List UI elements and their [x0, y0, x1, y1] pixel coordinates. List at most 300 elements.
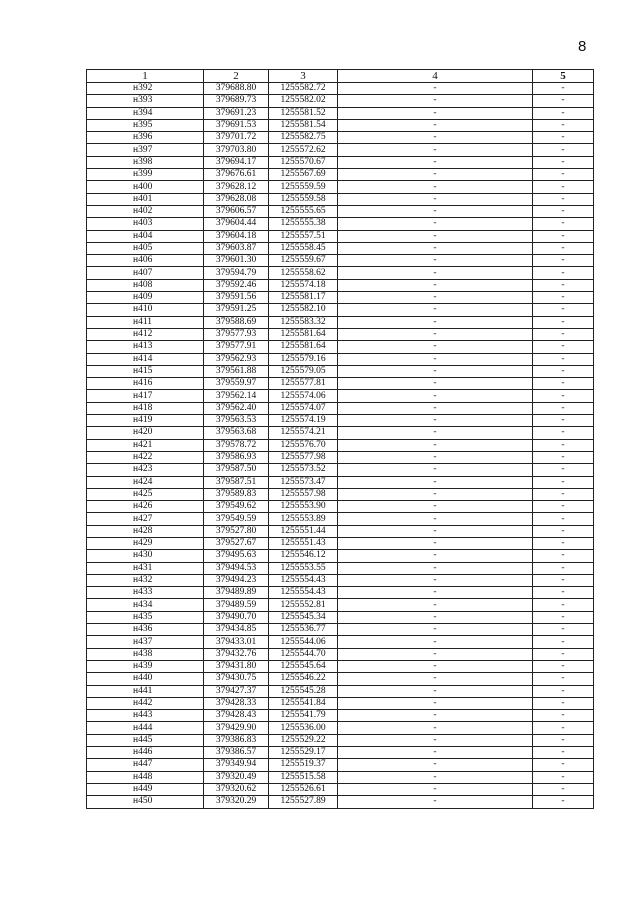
table-cell: - [338, 685, 533, 697]
table-cell: н400 [87, 181, 204, 193]
table-row [87, 328, 594, 340]
table-cell: - [533, 599, 594, 611]
table-cell: 1255555.65 [269, 205, 338, 217]
table-cell: 379386.57 [204, 747, 269, 759]
table-cell: - [533, 267, 594, 279]
table-row [87, 316, 594, 328]
table-cell: н393 [87, 95, 204, 107]
table-cell: 1255579.05 [269, 365, 338, 377]
table-row [87, 402, 594, 414]
table-cell: 1255554.43 [269, 587, 338, 599]
table-cell: - [533, 415, 594, 427]
table-row [87, 144, 594, 156]
table-cell: - [338, 341, 533, 353]
table-cell: - [338, 316, 533, 328]
table-row [87, 636, 594, 648]
table-cell: 1255577.98 [269, 451, 338, 463]
table-cell: 1255577.81 [269, 378, 338, 390]
table-cell: - [338, 439, 533, 451]
table-cell: 379594.79 [204, 267, 269, 279]
table-cell: - [338, 734, 533, 746]
column-header-2: 2 [204, 70, 269, 83]
table-cell: 1255541.84 [269, 697, 338, 709]
table-cell: - [338, 365, 533, 377]
table-row [87, 119, 594, 131]
table-row [87, 783, 594, 795]
table-cell: 379587.50 [204, 464, 269, 476]
table-cell: - [338, 599, 533, 611]
table-cell: 1255541.79 [269, 710, 338, 722]
table-cell: 1255546.22 [269, 673, 338, 685]
table-cell: - [533, 341, 594, 353]
table-cell: - [533, 513, 594, 525]
table-cell: 379578.72 [204, 439, 269, 451]
table-cell: - [338, 562, 533, 574]
table-cell: н450 [87, 796, 204, 808]
table-cell: 1255546.12 [269, 550, 338, 562]
table-cell: - [533, 611, 594, 623]
table-cell: - [338, 242, 533, 254]
table-cell: - [533, 476, 594, 488]
table-cell: 1255559.67 [269, 255, 338, 267]
table-cell: н417 [87, 390, 204, 402]
table-cell: 379701.72 [204, 132, 269, 144]
table-cell: - [338, 759, 533, 771]
table-cell: - [533, 132, 594, 144]
table-cell: 379490.70 [204, 611, 269, 623]
table-cell: 379433.01 [204, 636, 269, 648]
table-cell: н401 [87, 193, 204, 205]
table-cell: н444 [87, 722, 204, 734]
table-cell: - [533, 144, 594, 156]
table-row [87, 132, 594, 144]
table-row [87, 710, 594, 722]
table-cell: н415 [87, 365, 204, 377]
table-cell: - [338, 427, 533, 439]
table-cell: - [533, 562, 594, 574]
table-cell: - [533, 710, 594, 722]
table-cell: н414 [87, 353, 204, 365]
table-cell: н418 [87, 402, 204, 414]
table-row [87, 230, 594, 242]
table-cell: - [533, 205, 594, 217]
table-row [87, 205, 594, 217]
table-cell: - [338, 328, 533, 340]
table-row [87, 451, 594, 463]
table-row [87, 292, 594, 304]
table-row [87, 353, 594, 365]
coordinates-table [86, 69, 594, 809]
table-cell: 379431.80 [204, 660, 269, 672]
table-cell: 1255582.72 [269, 83, 338, 95]
table-row [87, 747, 594, 759]
table-cell: 1255581.52 [269, 107, 338, 119]
table-row [87, 759, 594, 771]
table-row [87, 574, 594, 586]
table-cell: 1255553.89 [269, 513, 338, 525]
table-cell: 1255574.07 [269, 402, 338, 414]
table-cell: 1255557.98 [269, 488, 338, 500]
table-cell: 379703.80 [204, 144, 269, 156]
table-cell: 379563.53 [204, 415, 269, 427]
table-cell: - [533, 279, 594, 291]
table-cell: 1255572.62 [269, 144, 338, 156]
table-cell: 379694.17 [204, 156, 269, 168]
table-cell: 379604.18 [204, 230, 269, 242]
table-cell: - [338, 205, 533, 217]
table-cell: - [533, 734, 594, 746]
table-cell: 379628.12 [204, 181, 269, 193]
table-cell: 379691.53 [204, 119, 269, 131]
table-cell: - [533, 292, 594, 304]
table-cell: - [338, 267, 533, 279]
table-cell: - [533, 193, 594, 205]
table-cell: - [533, 316, 594, 328]
table-cell: н443 [87, 710, 204, 722]
table-cell: н398 [87, 156, 204, 168]
table-cell: н426 [87, 501, 204, 513]
table-row [87, 439, 594, 451]
table-row [87, 169, 594, 181]
table-cell: 379561.88 [204, 365, 269, 377]
table-cell: 1255583.32 [269, 316, 338, 328]
table-cell: 1255545.64 [269, 660, 338, 672]
table-cell: - [338, 673, 533, 685]
table-row [87, 304, 594, 316]
table-cell: 379428.33 [204, 697, 269, 709]
table-row [87, 242, 594, 254]
table-cell: - [533, 796, 594, 808]
table-row [87, 341, 594, 353]
table-cell: 379688.80 [204, 83, 269, 95]
table-cell: - [338, 636, 533, 648]
table-cell: 1255574.06 [269, 390, 338, 402]
column-header-5: 5 [533, 70, 594, 83]
table-cell: 379494.23 [204, 574, 269, 586]
table-cell: н441 [87, 685, 204, 697]
table-cell: н435 [87, 611, 204, 623]
table-cell: - [338, 476, 533, 488]
table-row [87, 796, 594, 808]
table-cell: 379428.43 [204, 710, 269, 722]
table-cell: 379589.83 [204, 488, 269, 500]
table-cell: 1255545.34 [269, 611, 338, 623]
table-cell: 1255557.51 [269, 230, 338, 242]
table-cell: н406 [87, 255, 204, 267]
table-cell: 379427.37 [204, 685, 269, 697]
table-cell: н395 [87, 119, 204, 131]
table-cell: - [533, 156, 594, 168]
table-cell: - [533, 427, 594, 439]
table-cell: н410 [87, 304, 204, 316]
table-row [87, 697, 594, 709]
table-cell: н437 [87, 636, 204, 648]
table-cell: - [338, 169, 533, 181]
table-cell: н425 [87, 488, 204, 500]
table-cell: - [533, 328, 594, 340]
table-cell: н449 [87, 783, 204, 795]
table-row [87, 685, 594, 697]
table-cell: 1255544.70 [269, 648, 338, 660]
table-row [87, 95, 594, 107]
table-row [87, 255, 594, 267]
table-cell: - [338, 119, 533, 131]
table-cell: - [338, 783, 533, 795]
table-cell: 379689.73 [204, 95, 269, 107]
table-row [87, 464, 594, 476]
table-cell: 379591.56 [204, 292, 269, 304]
table-cell: - [533, 230, 594, 242]
table-cell: - [533, 501, 594, 513]
table-cell: - [533, 464, 594, 476]
table-cell: н448 [87, 771, 204, 783]
table-row [87, 587, 594, 599]
table-cell: н442 [87, 697, 204, 709]
table-cell: - [533, 304, 594, 316]
table-cell: - [533, 759, 594, 771]
table-cell: н432 [87, 574, 204, 586]
table-cell: - [338, 513, 533, 525]
table-cell: н440 [87, 673, 204, 685]
table-cell: - [338, 710, 533, 722]
table-cell: н409 [87, 292, 204, 304]
table-cell: 379591.25 [204, 304, 269, 316]
table-cell: 379586.93 [204, 451, 269, 463]
table-cell: - [533, 660, 594, 672]
table-cell: 1255581.17 [269, 292, 338, 304]
table-cell: 379432.76 [204, 648, 269, 660]
table-cell: н419 [87, 415, 204, 427]
table-cell: - [338, 390, 533, 402]
table-row [87, 648, 594, 660]
table-cell: 379691.23 [204, 107, 269, 119]
table-cell: - [338, 132, 533, 144]
table-cell: 1255519.37 [269, 759, 338, 771]
table-cell: н434 [87, 599, 204, 611]
table-cell: - [338, 95, 533, 107]
table-cell: 1255574.19 [269, 415, 338, 427]
table-cell: - [338, 796, 533, 808]
table-cell: 1255551.44 [269, 525, 338, 537]
table-cell: 1255529.17 [269, 747, 338, 759]
table-cell: 1255526.61 [269, 783, 338, 795]
table-row [87, 673, 594, 685]
table-cell: - [533, 722, 594, 734]
table-cell: - [338, 378, 533, 390]
table-cell: 379489.59 [204, 599, 269, 611]
table-cell: 1255582.75 [269, 132, 338, 144]
table-cell: - [533, 169, 594, 181]
table-cell: - [338, 624, 533, 636]
table-cell: - [533, 181, 594, 193]
table-cell: н436 [87, 624, 204, 636]
table-cell: - [338, 574, 533, 586]
table-cell: - [338, 464, 533, 476]
table-cell: - [338, 230, 533, 242]
table-cell: 1255559.58 [269, 193, 338, 205]
table-cell: - [533, 685, 594, 697]
table-row [87, 476, 594, 488]
table-cell: 379628.08 [204, 193, 269, 205]
table-cell: н433 [87, 587, 204, 599]
table-cell: 1255552.81 [269, 599, 338, 611]
table-cell: 379601.30 [204, 255, 269, 267]
table-cell: 379592.46 [204, 279, 269, 291]
table-cell: - [533, 390, 594, 402]
table-cell: - [533, 624, 594, 636]
table-cell: 379320.62 [204, 783, 269, 795]
table-cell: 1255515.58 [269, 771, 338, 783]
table-cell: - [338, 218, 533, 230]
table-cell: - [338, 402, 533, 414]
table-cell: 1255558.45 [269, 242, 338, 254]
table-cell: 379562.40 [204, 402, 269, 414]
table-cell: 379494.53 [204, 562, 269, 574]
table-cell: 379562.93 [204, 353, 269, 365]
table-row [87, 550, 594, 562]
column-header-4: 4 [338, 70, 533, 83]
table-cell: - [338, 451, 533, 463]
table-cell: - [533, 353, 594, 365]
table-cell: н396 [87, 132, 204, 144]
table-cell: - [338, 353, 533, 365]
table-cell: н402 [87, 205, 204, 217]
table-cell: 1255527.89 [269, 796, 338, 808]
table-row [87, 501, 594, 513]
table-cell: 1255582.10 [269, 304, 338, 316]
table-row [87, 525, 594, 537]
table-cell: н404 [87, 230, 204, 242]
table-cell: - [338, 537, 533, 549]
table-row [87, 279, 594, 291]
table-cell: 1255544.06 [269, 636, 338, 648]
table-cell: - [533, 574, 594, 586]
table-cell: 379320.49 [204, 771, 269, 783]
table-cell: 1255581.54 [269, 119, 338, 131]
table-row [87, 513, 594, 525]
table-cell: 379676.61 [204, 169, 269, 181]
table-cell: - [533, 537, 594, 549]
column-header-3: 3 [269, 70, 338, 83]
table-cell: - [338, 292, 533, 304]
table-cell: н439 [87, 660, 204, 672]
table-cell: - [338, 648, 533, 660]
table-cell: 379320.29 [204, 796, 269, 808]
table-row [87, 734, 594, 746]
table-cell: - [533, 378, 594, 390]
table-row [87, 156, 594, 168]
table-cell: - [533, 525, 594, 537]
table-cell: - [533, 771, 594, 783]
table-cell: 1255576.70 [269, 439, 338, 451]
table-cell: 379386.83 [204, 734, 269, 746]
table-cell: н411 [87, 316, 204, 328]
table-row [87, 771, 594, 783]
table-cell: 1255551.43 [269, 537, 338, 549]
table-cell: н407 [87, 267, 204, 279]
table-cell: 1255536.00 [269, 722, 338, 734]
table-cell: 1255573.52 [269, 464, 338, 476]
table-cell: - [533, 550, 594, 562]
table-row [87, 107, 594, 119]
page-number: 8 [578, 38, 587, 55]
column-header-1: 1 [87, 70, 204, 83]
table-cell: - [533, 673, 594, 685]
table-cell: - [533, 636, 594, 648]
table-cell: 1255555.38 [269, 218, 338, 230]
table-cell: н423 [87, 464, 204, 476]
table-cell: 379527.80 [204, 525, 269, 537]
table-cell: - [338, 488, 533, 500]
table-cell: 379604.44 [204, 218, 269, 230]
table-cell: н399 [87, 169, 204, 181]
table-cell: 379527.67 [204, 537, 269, 549]
table-cell: - [338, 304, 533, 316]
table-body [87, 83, 594, 809]
table-cell: 379606.57 [204, 205, 269, 217]
table-cell: н394 [87, 107, 204, 119]
table-row [87, 390, 594, 402]
table-cell: - [338, 279, 533, 291]
table-cell: 379577.93 [204, 328, 269, 340]
table-cell: - [533, 119, 594, 131]
table-cell: - [338, 587, 533, 599]
table-cell: - [533, 783, 594, 795]
table-row [87, 537, 594, 549]
table-cell: - [338, 181, 533, 193]
table-cell: - [533, 218, 594, 230]
table-cell: н422 [87, 451, 204, 463]
table-cell: 1255558.62 [269, 267, 338, 279]
table-cell: 379349.94 [204, 759, 269, 771]
table-cell: 379603.87 [204, 242, 269, 254]
table-cell: - [533, 107, 594, 119]
table-row [87, 611, 594, 623]
table-cell: н424 [87, 476, 204, 488]
table-row [87, 427, 594, 439]
table-cell: - [533, 83, 594, 95]
table-cell: - [533, 255, 594, 267]
table-cell: н421 [87, 439, 204, 451]
table-cell: н405 [87, 242, 204, 254]
table-row [87, 181, 594, 193]
table-cell: - [533, 365, 594, 377]
table-cell: 379577.91 [204, 341, 269, 353]
table-cell: - [338, 611, 533, 623]
table-cell: - [533, 697, 594, 709]
table-cell: - [338, 255, 533, 267]
table-cell: н431 [87, 562, 204, 574]
table-cell: н416 [87, 378, 204, 390]
table-cell: 1255581.64 [269, 328, 338, 340]
table-row [87, 722, 594, 734]
table-cell: 379549.62 [204, 501, 269, 513]
table-cell: 1255553.90 [269, 501, 338, 513]
table-cell: - [338, 722, 533, 734]
table-cell: - [338, 771, 533, 783]
table-cell: н438 [87, 648, 204, 660]
table-row [87, 624, 594, 636]
table-cell: - [338, 107, 533, 119]
table-cell: 1255559.59 [269, 181, 338, 193]
table-row [87, 267, 594, 279]
table-cell: - [533, 402, 594, 414]
table-cell: - [533, 242, 594, 254]
table-cell: н446 [87, 747, 204, 759]
table-cell: - [338, 156, 533, 168]
table-cell: н392 [87, 83, 204, 95]
table-header-row [87, 70, 594, 83]
